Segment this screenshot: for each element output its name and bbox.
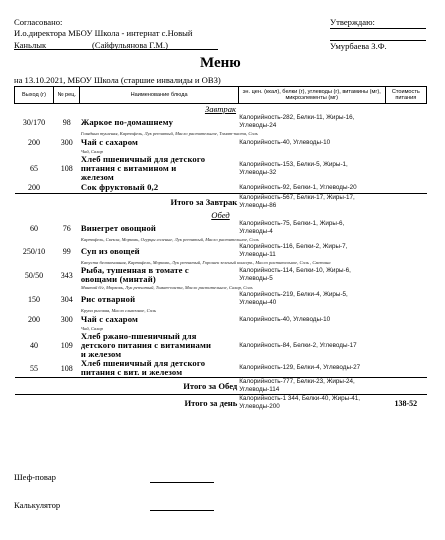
dish-nutrition-cell <box>238 332 385 359</box>
dish-name: Чай с сахаром <box>80 314 138 324</box>
dish-nutrition: Углеводы-32 <box>239 168 277 176</box>
dish-name: и железом <box>80 349 122 359</box>
dish-cost <box>385 332 426 359</box>
table-row <box>15 114 427 130</box>
menu-subtitle: на 13.10.2021, МБОУ Школа (старшие инвалиды и ОВЗ) <box>14 75 221 85</box>
dish-name-cell <box>80 114 238 130</box>
dish-nutrition-cell <box>238 266 385 284</box>
menu-table <box>14 86 427 411</box>
dish-nutrition: Калорийность-219, Белки-4, Жиры-5, <box>239 291 348 298</box>
dish-name-cell <box>80 243 238 259</box>
grand-total-label: Итого за день <box>15 395 239 412</box>
dish-output: 50/50 <box>24 270 44 280</box>
dish-name: Чай с сахаром <box>80 137 138 147</box>
dish-name: железом <box>80 172 114 182</box>
table-row <box>15 220 427 236</box>
dish-name: Хлеб пшеничный для детского <box>80 155 206 164</box>
table-row <box>15 155 427 182</box>
grand-total-nutrition: Углеводы-200 <box>239 403 280 410</box>
dish-nutrition: Углеводы-24 <box>239 122 277 129</box>
dish-name-cell <box>80 291 238 307</box>
dish-nutrition: Калорийность-116, Белки-2, Жиры-7, <box>239 243 348 250</box>
dish-ingredients: Крупа рисовая, Масло сливочное, Соль <box>80 307 157 313</box>
section-title: Обед <box>211 210 230 220</box>
dish-nutrition: Углеводы-5 <box>239 275 273 282</box>
dish-name: Сок фруктовый 0,2 <box>80 182 159 192</box>
dish-recipe: 300 <box>60 315 73 324</box>
section-total-nutrition-cell <box>238 378 385 395</box>
dish-recipe: 343 <box>60 270 73 280</box>
dish-nutrition: Калорийность-153, Белки-5, Жиры-1, <box>239 160 348 168</box>
dish-name: Винегрет овощной <box>80 222 157 233</box>
approval-label: Согласовано: <box>14 17 63 27</box>
grand-total-cost: 138-52 <box>385 395 426 412</box>
dish-cost <box>385 155 426 182</box>
approver-name: Умурбаева З.Ф. <box>330 41 387 51</box>
dish-name-cell <box>80 314 238 325</box>
calculator-label: Калькулятор <box>14 500 61 510</box>
page-title: Меню <box>200 55 241 71</box>
dish-cost <box>385 359 426 378</box>
dish-output: 200 <box>28 138 40 147</box>
dish-output: 60 <box>30 223 38 233</box>
dish-name: Рыба, тушенная в томате с <box>80 266 189 275</box>
section-row <box>15 104 427 115</box>
dish-nutrition: Углеводы-11 <box>239 251 276 258</box>
dish-recipe: 108 <box>60 363 73 373</box>
section-total-label: Итого за Обед <box>15 378 239 395</box>
dish-cost <box>385 266 426 284</box>
dish-recipe: 300 <box>60 138 73 147</box>
dish-nutrition: Калорийность-40, Углеводы-10 <box>239 315 331 323</box>
dish-nutrition-cell <box>238 291 385 307</box>
dish-name: Суп из овощей <box>80 245 140 256</box>
dish-name: детского питания с витаминами <box>80 340 212 350</box>
dish-recipe: 76 <box>62 223 71 233</box>
dish-ingredients: Картофель, Свекла, Морковь, Огурцы соленые, Лук репчатый, Масло растительное, Соль <box>80 236 259 242</box>
dish-cost <box>385 243 426 259</box>
column-cost: Стоимость питания <box>385 87 426 104</box>
ingredients-row <box>15 307 427 314</box>
dish-ingredients: Говядина тушеная, Картофель, Лук репчатый, Масло растительное, Томат-паста, Соль <box>80 130 258 136</box>
dish-ingredients: Чай, Сахар <box>80 325 103 331</box>
dish-name: Хлеб пшеничный для детского <box>80 359 206 368</box>
table-row <box>15 291 427 307</box>
dish-nutrition: Калорийность-282, Белки-11, Жиры-16, <box>239 114 355 121</box>
dish-output: 55 <box>30 363 38 373</box>
dish-cost <box>385 220 426 236</box>
dish-recipe: 304 <box>60 294 73 304</box>
dish-cost <box>385 137 426 148</box>
dish-nutrition-cell <box>238 155 385 182</box>
dish-nutrition-cell <box>238 243 385 259</box>
dish-name-cell <box>80 220 238 236</box>
dish-name-cell <box>80 359 238 378</box>
dish-nutrition: Калорийность-40, Углеводы-10 <box>239 138 331 146</box>
dish-nutrition: Калорийность-114, Белки-10, Жиры-6, <box>239 267 351 274</box>
dish-name: Жаркое по-домашнему <box>80 116 174 127</box>
section-title: Завтрак <box>204 104 237 114</box>
ingredients-row <box>15 148 427 155</box>
dish-name-cell <box>80 137 238 148</box>
chef-label: Шеф-повар <box>14 472 56 482</box>
table-row <box>15 137 427 148</box>
dish-recipe: 98 <box>62 117 71 127</box>
dish-output: 200 <box>28 315 40 324</box>
chef-signature-line <box>150 482 214 483</box>
section-total-nutrition-cell <box>238 194 385 211</box>
approver-line-top <box>330 28 426 29</box>
table-row <box>15 182 427 194</box>
dish-recipe <box>54 182 80 194</box>
dish-name: питания с витамином и <box>80 163 177 173</box>
dish-nutrition: Углеводы-4 <box>239 228 273 235</box>
dish-cost <box>385 114 426 130</box>
column-output: Выход (г) <box>15 87 54 104</box>
grand-total-row <box>15 395 427 412</box>
director-signature-line <box>14 49 218 50</box>
column-dish: Наименование блюда <box>80 87 238 104</box>
ingredients-row <box>15 259 427 266</box>
dish-recipe: 108 <box>60 164 73 173</box>
dish-name: овощами (минтай) <box>80 274 156 284</box>
ingredients-row <box>15 284 427 291</box>
ingredients-row <box>15 325 427 332</box>
section-total-nutrition: Углеводы-86 <box>239 202 277 209</box>
dish-name: Хлеб ржано-пшеничный для <box>80 332 197 341</box>
dish-name: Рис отварной <box>80 293 136 304</box>
ingredients-row <box>15 130 427 137</box>
section-total-nutrition: Калорийность-567, Белки-17, Жиры-17, <box>239 194 355 201</box>
dish-cost <box>385 314 426 325</box>
grand-total-nutrition: Калорийность-1 344, Белки-40, Жиры-41, <box>239 395 361 402</box>
section-total-label: Итого за Завтрак <box>15 194 239 211</box>
dish-ingredients: Капуста белокочанная, Картофель, Морковь, Лук репчатый, Горошек зеленый консерв., Масло растительное, Соль , Сметана <box>80 259 331 265</box>
approve-label: Утверждаю: <box>330 17 375 27</box>
dish-nutrition: Калорийность-75, Белки-1, Жиры-6, <box>239 220 345 227</box>
table-row <box>15 266 427 284</box>
table-row <box>15 332 427 359</box>
dish-nutrition-cell <box>238 137 385 148</box>
column-recipe: № рец. <box>54 87 80 104</box>
dish-nutrition: Углеводы-40 <box>239 299 277 306</box>
dish-ingredients: Чай, Сахар <box>80 148 103 154</box>
dish-name-cell <box>80 266 238 284</box>
dish-output: 30/170 <box>22 117 46 127</box>
table-header-row <box>15 87 427 104</box>
dish-name-cell <box>80 332 238 359</box>
director-title: И.о.директора МБОУ Школа - интернат с.Новый <box>14 28 193 38</box>
table-row <box>15 359 427 378</box>
ingredients-row <box>15 236 427 243</box>
section-row <box>15 210 427 220</box>
dish-nutrition-cell <box>238 314 385 325</box>
dish-cost <box>385 182 426 194</box>
dish-name-cell <box>80 182 238 194</box>
section-total-row <box>15 194 427 211</box>
school-location: Каньлык <box>14 40 47 50</box>
dish-nutrition-cell <box>238 114 385 130</box>
director-name: (Сайфульянова Г.М.) <box>92 40 169 50</box>
table-row <box>15 243 427 259</box>
dish-output: 40 <box>30 341 38 350</box>
dish-nutrition-cell <box>238 220 385 236</box>
dish-ingredients: Минтай б/г, Морковь, Лук репчатый, Томат-паста, Масло растительное, Сахар, Соль <box>80 284 253 290</box>
dish-nutrition: Калорийность-92, Белки-1, Углеводы-20 <box>239 183 357 191</box>
dish-recipe: 99 <box>62 246 71 256</box>
table-row <box>15 314 427 325</box>
dish-output: 200 <box>28 183 40 192</box>
grand-total-nutrition-cell <box>238 395 385 412</box>
dish-recipe: 109 <box>60 341 73 350</box>
dish-output: 150 <box>28 294 40 304</box>
column-nutrition: эн. цен. (ккал), белки (г), углеводы (г), витамины (мг), микроэлементы (мг) <box>238 87 385 104</box>
dish-output: 250/10 <box>22 246 46 256</box>
section-total-nutrition: Углеводы-114 <box>239 386 280 393</box>
section-total-nutrition: Калорийность-777, Белки-23, Жиры-24, <box>239 378 355 385</box>
section-total-row <box>15 378 427 395</box>
dish-cost <box>385 291 426 307</box>
dish-nutrition: Калорийность-129, Белки-4, Углеводы-27 <box>239 364 361 371</box>
dish-nutrition-cell <box>238 182 385 194</box>
dish-nutrition: Калорийность-84, Белки-2, Углеводы-17 <box>239 341 357 349</box>
dish-name-cell <box>80 155 238 182</box>
menu-body <box>15 104 427 412</box>
dish-output: 65 <box>30 164 38 173</box>
dish-nutrition-cell <box>238 359 385 378</box>
dish-name: питания с вит. и железом <box>80 367 183 377</box>
calculator-signature-line <box>150 510 214 511</box>
